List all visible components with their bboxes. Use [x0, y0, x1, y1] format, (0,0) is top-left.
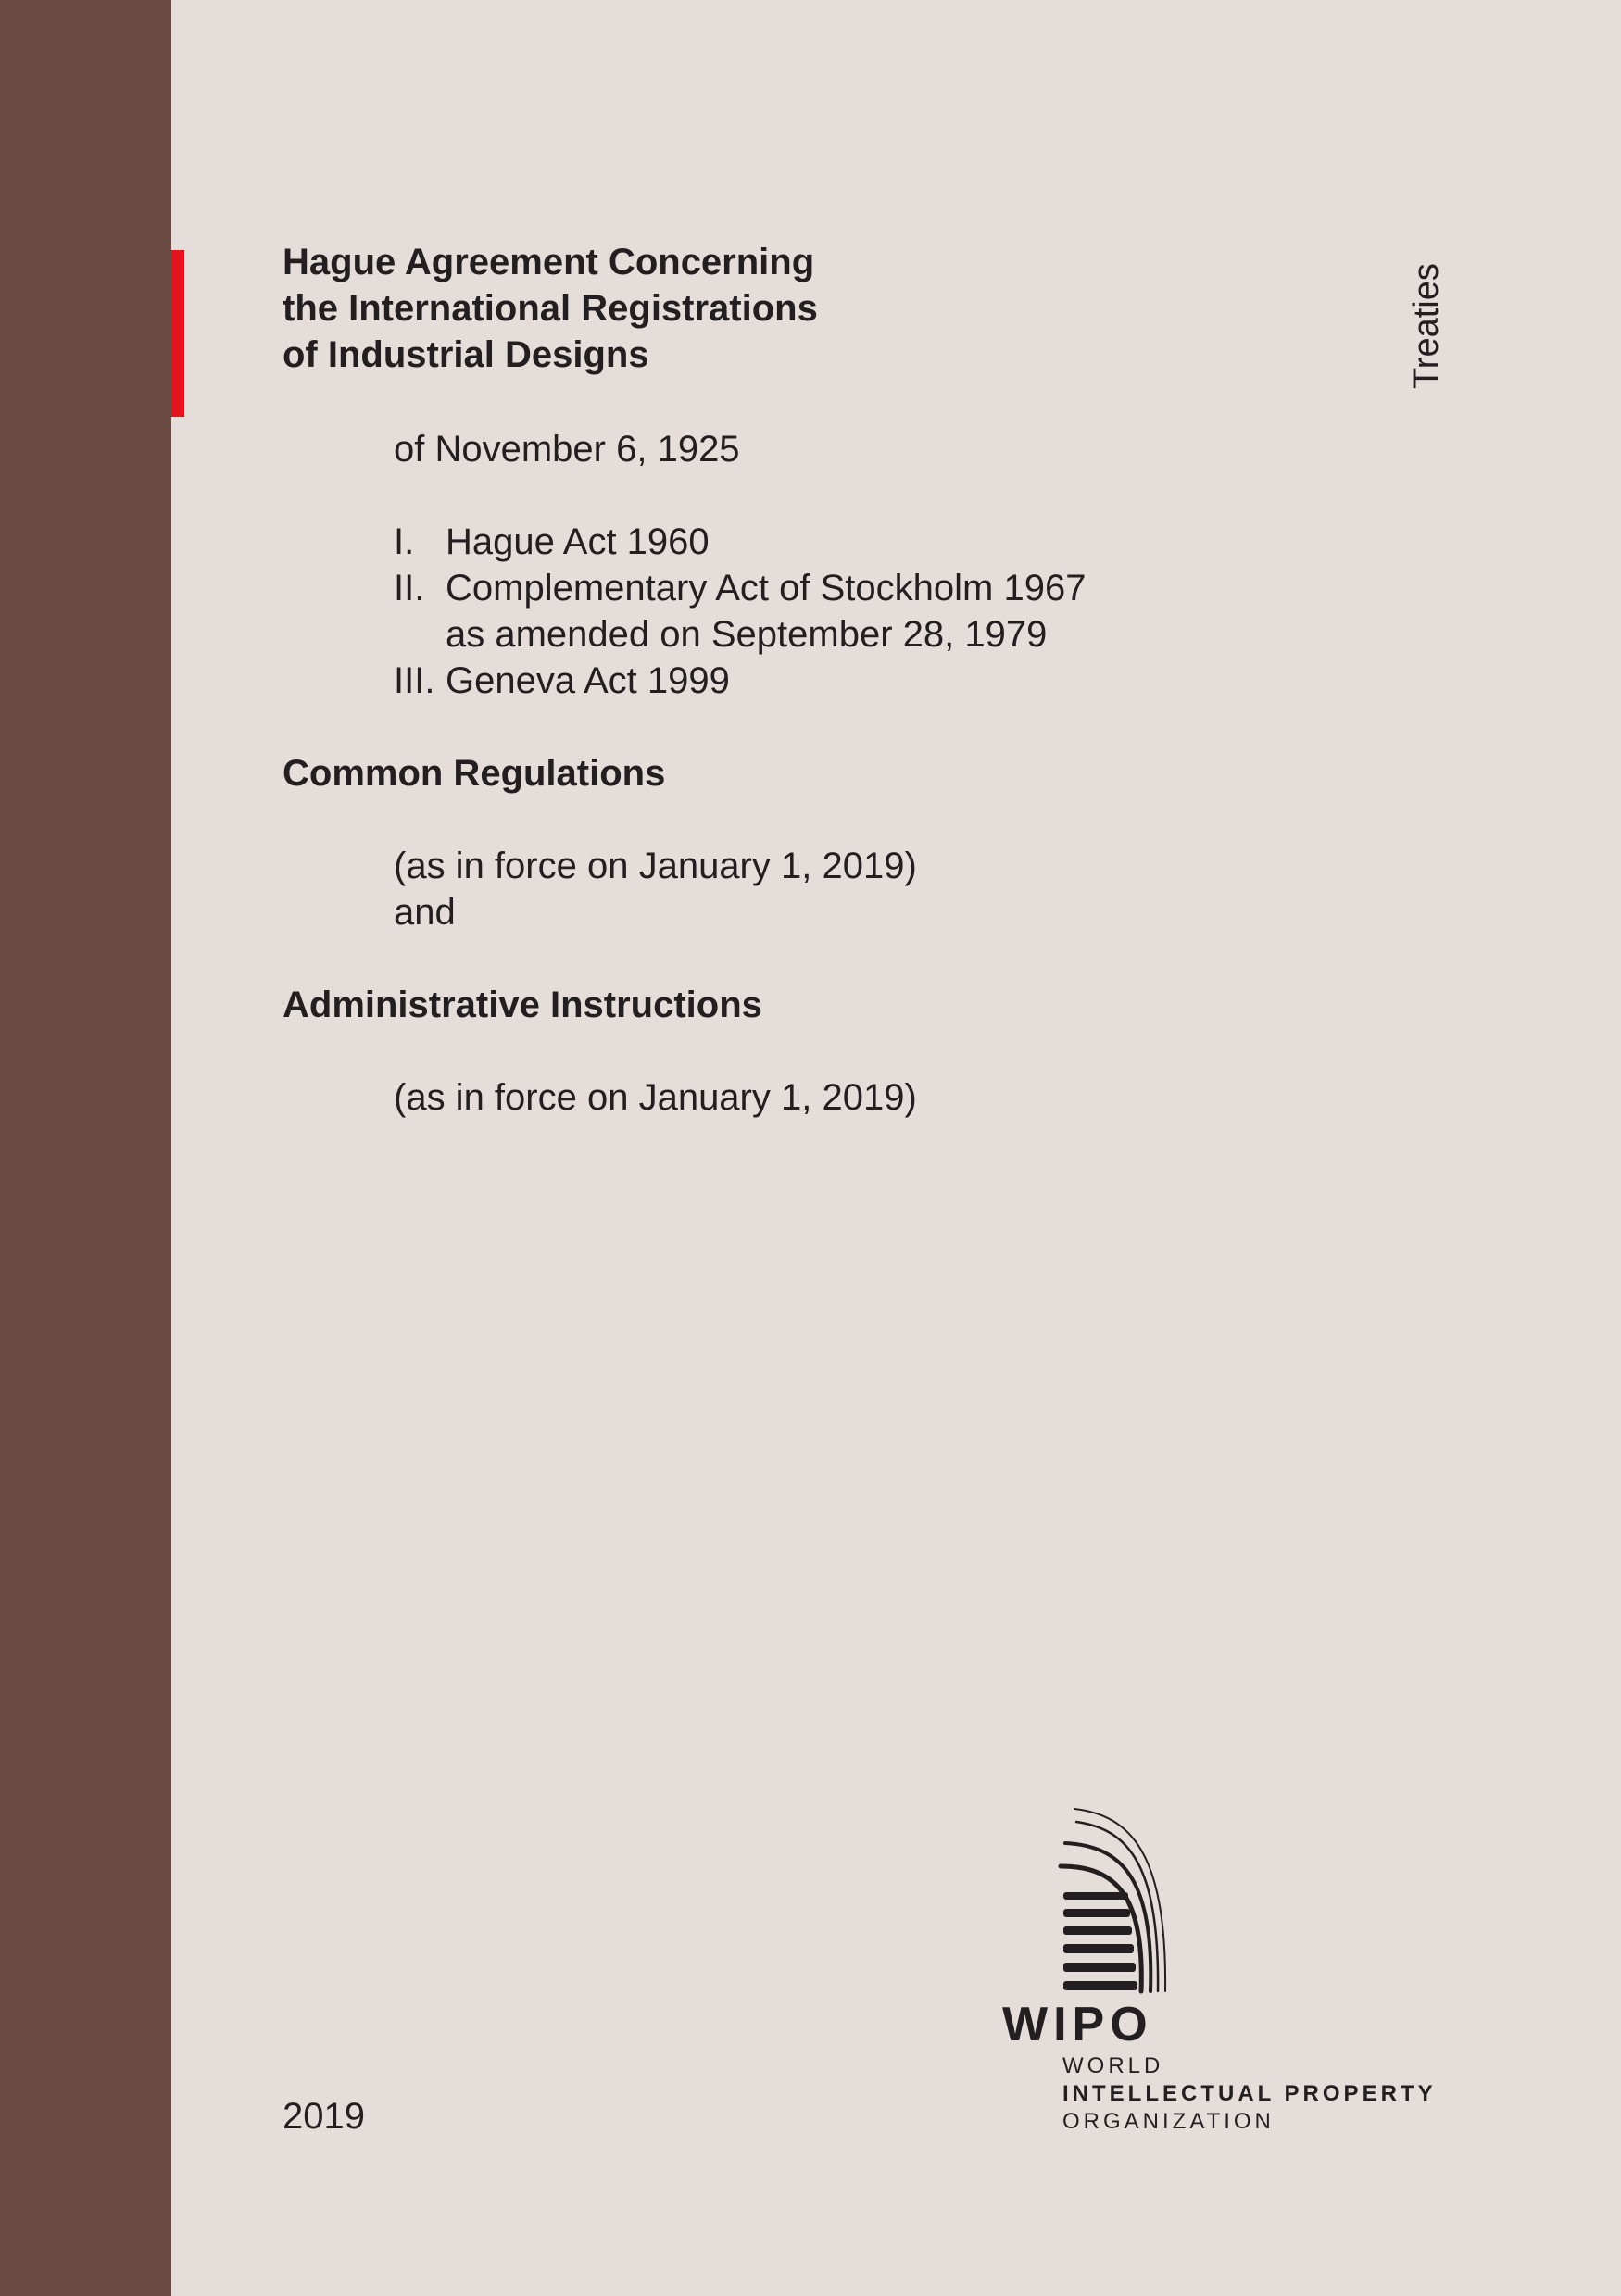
cover-spine	[0, 0, 171, 2296]
agreement-date: of November 6, 1925	[394, 429, 740, 470]
title-line-3: of Industrial Designs	[283, 334, 649, 375]
act-text: Hague Act 1960	[446, 521, 710, 562]
title-line-1: Hague Agreement Concerning	[283, 242, 815, 282]
regulations-heading: Common Regulations	[283, 753, 666, 794]
instructions-status: (as in force on January 1, 2019)	[394, 1077, 917, 1118]
act-continuation: as amended on September 28, 1979	[446, 614, 1048, 655]
act-number: II.	[394, 568, 425, 609]
title-line-2: the International Registrations	[283, 288, 818, 329]
act-text: Geneva Act 1999	[446, 660, 730, 701]
act-text: Complementary Act of Stockholm 1967	[446, 568, 1087, 609]
logo-name-line-1: WORLD	[1062, 2053, 1164, 2078]
red-accent-bar	[171, 250, 184, 417]
wipo-acronym: WIPO	[1002, 1998, 1153, 2051]
logo-name-line-3: ORGANIZATION	[1062, 2109, 1275, 2134]
act-number: I.	[394, 521, 415, 562]
act-item-2	[394, 565, 1086, 658]
document-title	[283, 239, 818, 378]
logo-name-line-2: INTELLECTUAL PROPERTY	[1062, 2081, 1437, 2106]
wipo-full-name	[1062, 2052, 1437, 2136]
act-number: III.	[394, 660, 435, 701]
publication-year: 2019	[283, 2096, 365, 2137]
series-label: Treaties	[1407, 263, 1446, 389]
wipo-globe-icon	[1056, 1801, 1186, 2005]
regulations-status: (as in force on January 1, 2019)	[394, 846, 917, 886]
connector-text: and	[394, 892, 456, 933]
acts-list	[394, 519, 1086, 704]
act-item-3	[394, 658, 1086, 704]
act-item-1	[394, 519, 1086, 565]
instructions-heading: Administrative Instructions	[283, 985, 762, 1025]
